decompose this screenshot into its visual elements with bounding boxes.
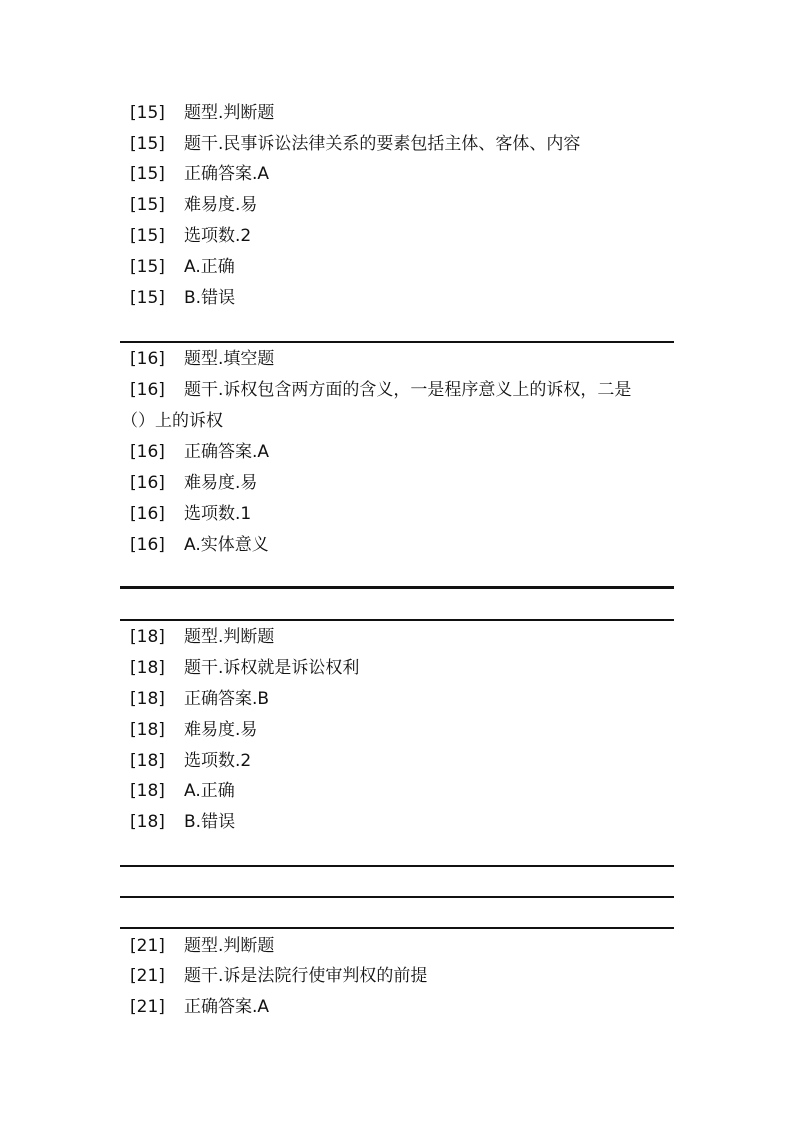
correct-answer: 正确答案.A [184,442,270,462]
correct-answer: 正确答案.B [184,689,270,709]
question-type: 题型.判断题 [184,936,275,956]
section-divider [120,896,674,898]
question-number: [15] [130,226,165,246]
question-number: [21] [130,966,165,986]
option-b: B.错误 [184,288,236,308]
option-count: 选项数.2 [184,226,252,246]
question-number: [21] [130,936,165,956]
question-number: [16] [130,504,165,524]
q16-type-line [130,349,274,369]
option-count: 选项数.1 [184,504,252,524]
question-type: 题型.判断题 [184,627,275,647]
question-number: [18] [130,658,165,678]
question-number: [15] [130,164,165,184]
question-type: 题型.判断题 [184,103,275,123]
q15-option-a-line [130,257,235,277]
q21-type-line [130,936,274,956]
question-number: [18] [130,720,165,740]
section-divider [120,865,674,867]
question-stem: 题干.诉权就是诉讼权利 [184,658,360,678]
option-count: 选项数.2 [184,751,252,771]
question-number: [16] [130,535,165,555]
q16-option-count-line [130,504,251,524]
question-number: [18] [130,689,165,709]
q15-answer-line [130,164,269,184]
q18-difficulty-line [130,720,257,740]
option-a: A.正确 [184,257,235,277]
question-number: [16] [130,442,165,462]
q15-option-count-line [130,226,251,246]
q18-option-b-line [130,812,235,832]
question-type: 题型.填空题 [184,349,275,369]
question-number: [15] [130,288,165,308]
difficulty: 难易度.易 [184,720,258,740]
q21-answer-line [130,997,269,1017]
difficulty: 难易度.易 [184,473,258,493]
question-number: [18] [130,812,165,832]
q18-stem-line [130,658,359,678]
option-a: A.实体意义 [184,535,269,555]
question-number: [16] [130,473,165,493]
question-number: [18] [130,627,165,647]
q16-stem-line [130,380,631,400]
q18-type-line [130,627,274,647]
correct-answer: 正确答案.A [184,164,270,184]
question-number: [15] [130,257,165,277]
question-number: [15] [130,195,165,215]
option-b: B.错误 [184,812,236,832]
question-stem: 题干.诉权包含两方面的含义，一是程序意义上的诉权，二是 [184,380,632,400]
option-a: A.正确 [184,781,235,801]
section-divider [120,619,674,621]
section-divider [120,927,674,929]
question-number: [18] [130,751,165,771]
q15-type-line [130,103,274,123]
question-stem: 题干.民事诉讼法律关系的要素包括主体、客体、内容 [184,134,581,154]
question-stem: 题干.诉是法院行使审判权的前提 [184,966,428,986]
question-number: [16] [130,380,165,400]
q16-answer-line [130,442,269,462]
q16-difficulty-line [130,473,257,493]
section-divider [120,341,674,343]
section-divider-thick [120,586,674,589]
q21-stem-line [130,966,427,986]
q15-difficulty-line [130,195,257,215]
q16-option-a-line [130,535,269,555]
q18-answer-line [130,689,269,709]
correct-answer: 正确答案.A [184,997,270,1017]
question-number: [18] [130,781,165,801]
q15-option-b-line [130,288,235,308]
difficulty: 难易度.易 [184,195,258,215]
question-stem-continuation: （）上的诉权 [121,411,223,431]
question-number: [21] [130,997,165,1017]
q18-option-a-line [130,781,235,801]
question-number: [16] [130,349,165,369]
q18-option-count-line [130,751,251,771]
question-number: [15] [130,134,165,154]
question-number: [15] [130,103,165,123]
q15-stem-line [130,134,580,154]
